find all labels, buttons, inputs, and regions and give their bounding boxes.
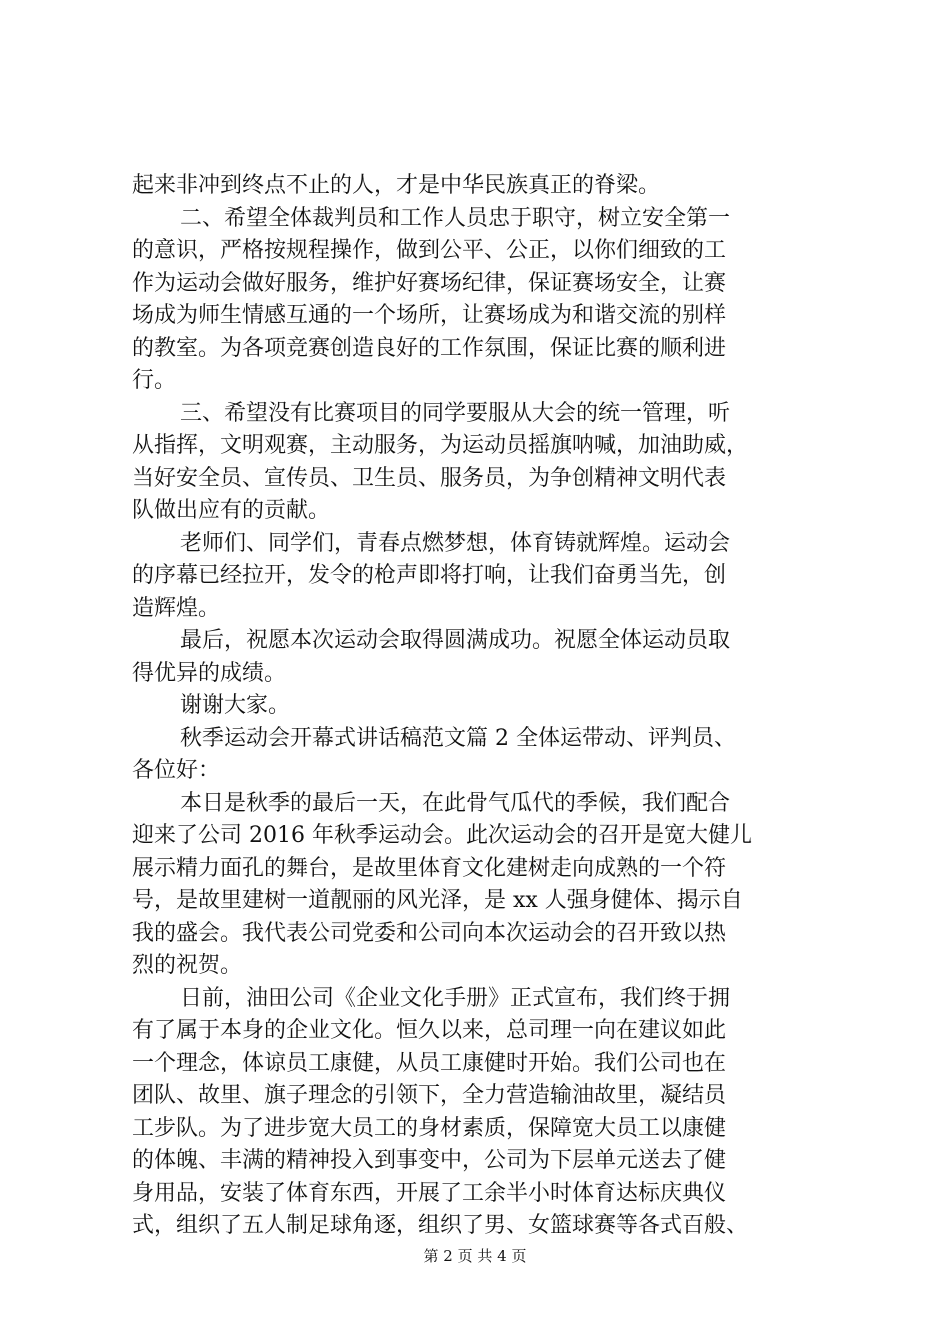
text-line: 的序幕已经拉开，发令的枪声即将打响，让我们奋勇当先，创 [132, 563, 727, 588]
text-line: 造辉煌。 [132, 595, 221, 621]
text-line: 展示精力面孔的舞台，是故里体育文化建树走向成熟的一个符 [132, 855, 727, 881]
text-line: 身用品，安装了体育东西，开展了工余半小时体育达标庆典仪 [132, 1180, 727, 1206]
text-line: 三、希望没有比赛项目的同学要服从大会的统一管理，听 [180, 400, 731, 426]
text-line: 老师们、同学们，青春点燃梦想，体育铸就辉煌。运动会 [180, 530, 731, 556]
text-line: 本日是秋季的最后一天，在此骨气瓜代的季候，我们配合 [180, 790, 731, 816]
text-line: 队做出应有的贡献。 [132, 498, 331, 523]
text-line: 团队、故里、旗子理念的引领下，全力营造输油故里，凝结员 [132, 1083, 727, 1108]
document-body [132, 170, 832, 1243]
text-line: 场成为师生情感互通的一个场所，让赛场成为和谐交流的别样 [132, 303, 727, 328]
text-line: 有了属于本身的企业文化。恒久以来，总司理一向在建议如此 [132, 1018, 727, 1043]
text-line: 工步队。为了进步宽大员工的身材素质，保障宽大员工以康健 [132, 1115, 727, 1141]
text-line: 的体魄、丰满的精神投入到事变中，公司为下层单元送去了健 [132, 1148, 727, 1173]
text-line: 当好安全员、宣传员、卫生员、服务员，为争创精神文明代表 [132, 465, 727, 491]
text-line: 得优异的成绩。 [132, 660, 287, 686]
text-line: 谢谢大家。 [180, 693, 291, 718]
text-line: 行。 [132, 368, 177, 393]
text-line: 最后，祝愿本次运动会取得圆满成功。祝愿全体运动员取 [180, 628, 731, 653]
text-line: 我的盛会。我代表公司党委和公司向本次运动会的召开致以热 [132, 920, 727, 946]
text-line: 迎来了公司 2016 年秋季运动会。此次运动会的召开是宽大健儿 [132, 823, 752, 848]
text-line: 的意识，严格按规程操作，做到公平、公正，以你们细致的工 [132, 238, 727, 263]
text-line: 秋季运动会开幕式讲话稿范文篇 2 全体运带动、评判员、 [180, 725, 736, 751]
text-line: 日前，油田公司《企业文化手册》正式宣布，我们终于拥 [180, 985, 731, 1011]
text-line: 起来非冲到终点不止的人，才是中华民族真正的脊梁。 [132, 173, 661, 198]
text-line: 号，是故里建树一道靓丽的风光泽，是 xx 人强身健体、揭示自 [132, 888, 743, 913]
text-line: 二、希望全体裁判员和工作人员忠于职守，树立安全第一 [180, 205, 731, 231]
text-line: 式，组织了五人制足球角逐，组织了男、女篮球赛等各式百般、 [132, 1213, 749, 1238]
text-line: 烈的祝贺。 [132, 953, 243, 978]
page-footer: 第 2 页 共 4 页 [423, 1247, 527, 1265]
text-line: 的教室。为各项竞赛创造良好的工作氛围，保证比赛的顺利进 [132, 335, 727, 361]
text-line: 作为运动会做好服务，维护好赛场纪律，保证赛场安全，让赛 [132, 270, 727, 296]
text-line: 从指挥，文明观赛，主动服务，为运动员摇旗呐喊，加油助威， [132, 433, 749, 458]
text-line: 各位好： [132, 758, 221, 783]
text-line: 一个理念，体谅员工康健，从员工康健时开始。我们公司也在 [132, 1050, 727, 1076]
